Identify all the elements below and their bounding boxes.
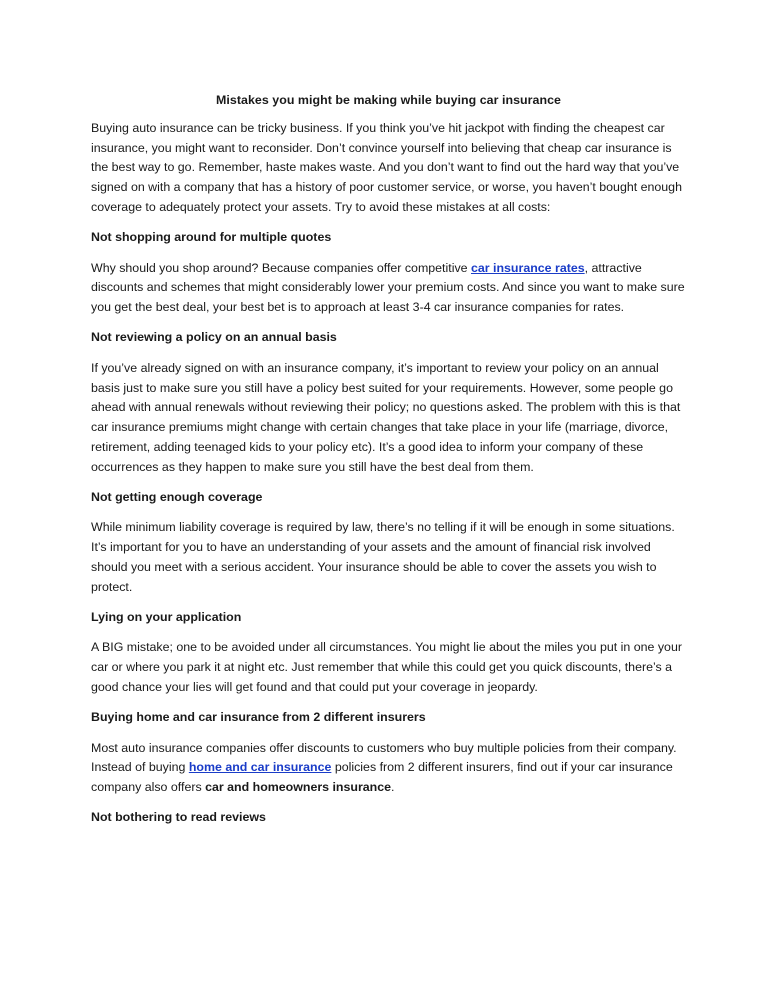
home-and-car-insurance-link[interactable]: home and car insurance	[188, 760, 332, 775]
section-paragraph-lying: A BIG mistake; one to be avoided under all circumstances. You might lie about the miles you put in one your car or where you park it at night etc. Just remember that while this could get you quick discounts, there’s a good chance your lies will get found and that could put your coverage in jeopardy.	[91, 640, 682, 694]
document-page	[91, 91, 686, 839]
page-title: Mistakes you might be making while buying car insurance	[216, 93, 561, 107]
section-paragraph-coverage: While minimum liability coverage is required by law, there’s no telling if it will be enough in some situations. It’s important for you to have an understanding of your assets and the amount of financial risk involved should you meet with a serious accident. Your insurance should be able to cover the assets you wish to protect.	[91, 520, 675, 594]
paragraph-text: policies from 2 different insurers, find out if your car insurance company also offers	[91, 760, 673, 795]
paragraph-text: Why should you shop around? Because companies offer competitive	[91, 260, 471, 275]
section-heading-home-and-car: Buying home and car insurance from 2 different insurers	[91, 709, 426, 724]
section-heading-shopping: Not shopping around for multiple quotes	[91, 229, 332, 244]
section-heading-coverage: Not getting enough coverage	[91, 489, 263, 504]
section-paragraph-shopping	[91, 259, 686, 318]
section-heading-reviewing: Not reviewing a policy on an annual basis	[91, 329, 337, 344]
paragraph-text: Most auto insurance companies offer discounts to customers who buy multiple policies from their company. Instead of buying	[91, 740, 677, 775]
section-heading-lying: Lying on your application	[91, 609, 242, 624]
car-insurance-rates-link[interactable]: car insurance rates	[470, 260, 585, 275]
intro-paragraph: Buying auto insurance can be tricky business. If you think you’ve hit jackpot with finding the cheapest car insurance, you might want to reconsider. Don’t convince yourself into believing that cheap car insurance is the best way to go. Remember, haste makes waste. And you don’t want to find out the hard way that you’ve signed on with a company that has a history of poor customer service, or worse, you haven’t bought enough coverage to adequately protect your assets. Try to avoid these mistakes at all costs:	[91, 120, 682, 214]
paragraph-text: , attractive discounts and schemes that might considerably lower your premium costs. And since you want to make sure you get the best deal, your best bet is to approach at least 3-4 car insurance companies for rates.	[91, 260, 685, 315]
section-paragraph-reviewing: If you’ve already signed on with an insurance company, it’s important to review your policy on an annual basis just to make sure you still have a policy best suited for your requirements. However, some people go ahead with annual renewals without reviewing their policy; no questions asked. The problem with this is that car insurance premiums might change with certain changes that take place in your life (marriage, divorce, retirement, adding teenaged kids to your policy etc). It’s a good idea to inform your company of these occurrences as they happen to make sure you still have the best deal from them.	[91, 360, 681, 474]
paragraph-text: .	[391, 780, 395, 795]
section-heading-reviews: Not bothering to read reviews	[91, 809, 266, 824]
section-paragraph-home-and-car	[91, 739, 686, 798]
bold-phrase: car and homeowners insurance	[205, 780, 392, 795]
